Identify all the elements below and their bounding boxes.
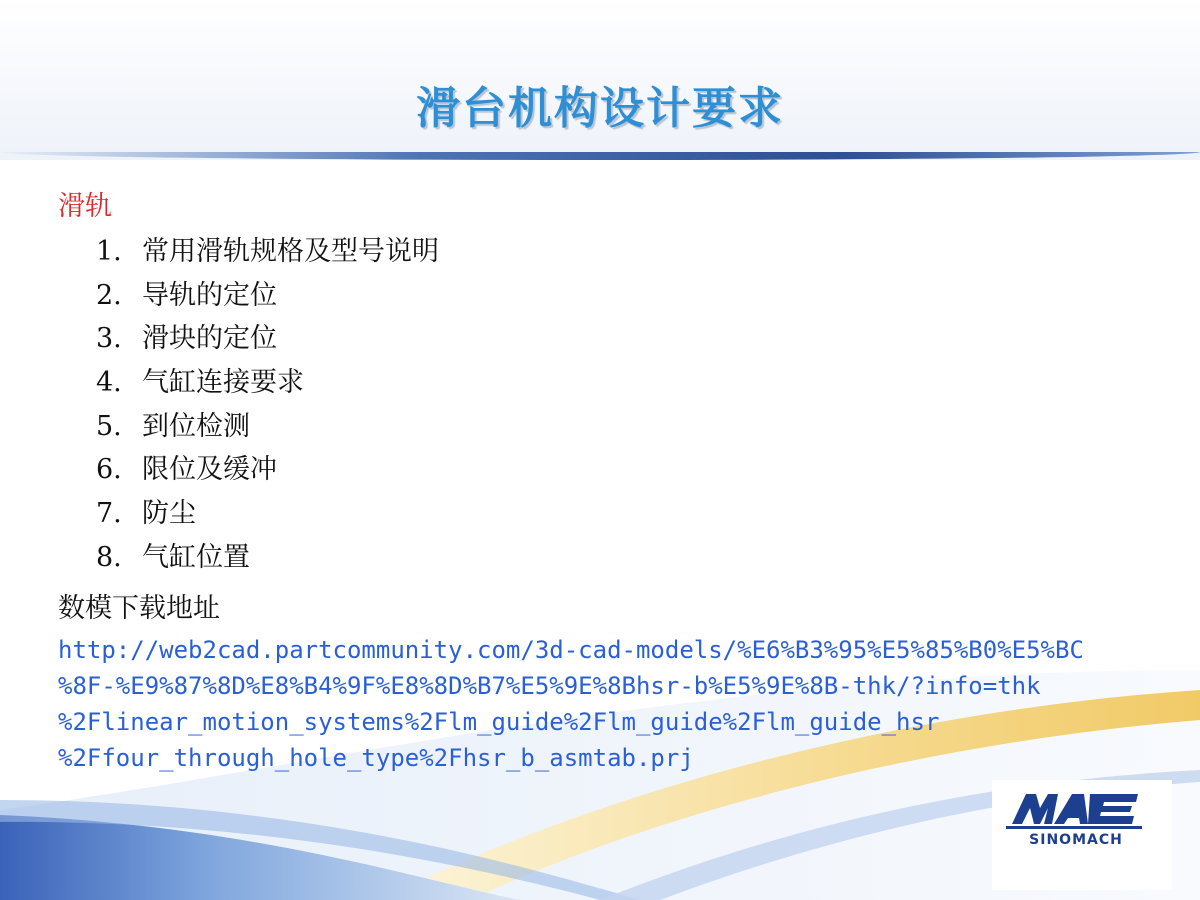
item-number: 7. xyxy=(96,498,122,530)
list-item xyxy=(96,492,439,536)
url-line: %8F-%E9%87%8D%E8%B4%9F%E8%8D%B7%E5%9E%8Bhsr-b%E5%9E%8B-thk/?info=thk xyxy=(58,672,1041,700)
list-item xyxy=(96,405,439,449)
item-number: 2. xyxy=(96,279,122,311)
item-text: 防尘 xyxy=(142,498,196,530)
list-item xyxy=(96,536,439,580)
item-text: 到位检测 xyxy=(142,410,250,442)
item-text: 导轨的定位 xyxy=(142,279,277,311)
item-number: 4. xyxy=(96,367,122,399)
url-line: http://web2cad.partcommunity.com/3d-cad-models/%E6%B3%95%E5%85%B0%E5%BC xyxy=(58,636,1084,664)
item-number: 5. xyxy=(96,410,122,442)
company-logo xyxy=(992,780,1172,890)
item-text: 气缸位置 xyxy=(142,541,250,573)
item-number: 8. xyxy=(96,541,122,573)
list-item xyxy=(96,361,439,405)
item-number: 6. xyxy=(96,454,122,486)
list-item xyxy=(96,317,439,361)
logo-text: SINOMACH xyxy=(1029,832,1123,848)
item-number: 3. xyxy=(96,323,122,355)
item-text: 常用滑轨规格及型号说明 xyxy=(142,236,439,267)
list-item xyxy=(96,230,439,274)
download-link[interactable] xyxy=(58,632,1168,776)
item-text: 滑块的定位 xyxy=(142,323,277,355)
logo-mark-icon xyxy=(992,780,1172,840)
section-heading-rails: 滑轨 xyxy=(58,191,112,222)
url-line: %2Flinear_motion_systems%2Flm_guide%2Flm_guide%2Flm_guide_hsr xyxy=(58,708,940,736)
download-heading: 数模下载地址 xyxy=(58,593,220,624)
item-text: 气缸连接要求 xyxy=(142,367,304,399)
item-text: 限位及缓冲 xyxy=(142,454,277,486)
list-item xyxy=(96,274,439,318)
url-line: %2Ffour_through_hole_type%2Fhsr_b_asmtab.prj xyxy=(58,744,694,772)
list-item xyxy=(96,448,439,492)
item-number: 1. xyxy=(96,236,122,267)
requirements-list xyxy=(96,230,439,580)
slide-title: 滑台机构设计要求 xyxy=(416,83,784,134)
